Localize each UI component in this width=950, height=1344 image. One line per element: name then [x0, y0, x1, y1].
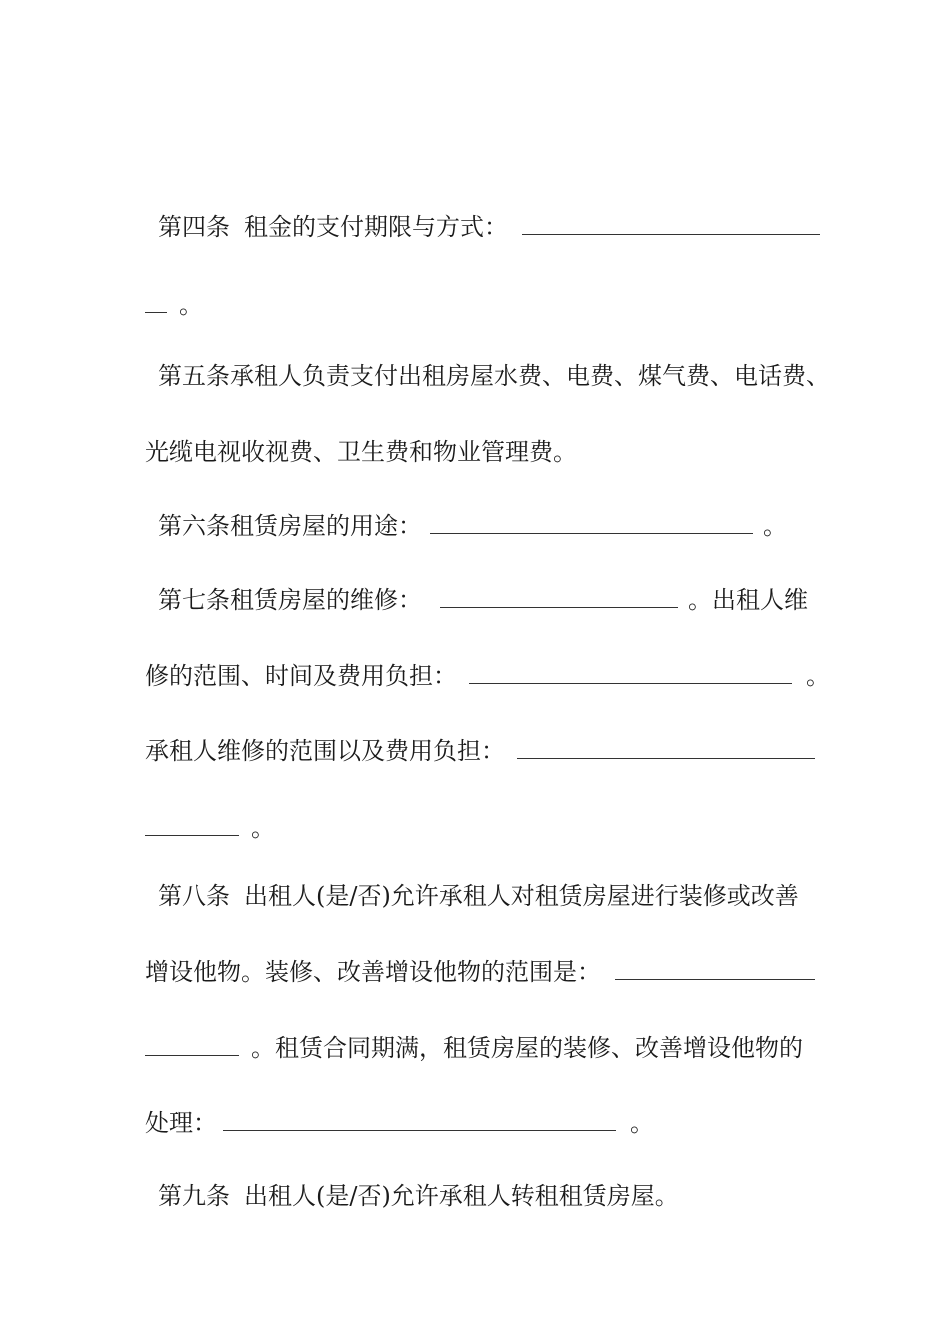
article-7-line-2: [145, 656, 830, 696]
article-8-line-1: [158, 876, 799, 916]
article-4-text: 租金的支付期限与方式：: [244, 213, 508, 241]
article-8-line-4-end: 。: [630, 1109, 654, 1137]
article-8-line-1-text: 出租人(是/否)允许承租人对租赁房屋进行装修或改善: [244, 882, 799, 910]
article-6-text: 第六条租赁房屋的用途：: [158, 512, 422, 540]
article-7-blank-1: [440, 582, 678, 608]
article-7-line-4: [145, 808, 275, 848]
article-9-line: [158, 1176, 679, 1216]
article-7-blank-3: [517, 733, 815, 759]
article-4-end: 。: [179, 291, 203, 319]
article-7-text: 第七条租赁房屋的维修：: [158, 586, 422, 614]
article-5-line-2: 光缆电视收视费、卫生费和物业管理费。: [145, 438, 577, 466]
article-4-line-2: [145, 285, 203, 325]
article-8-line-4: [145, 1103, 654, 1143]
article-8-line-2-text: 增设他物。装修、改善增设他物的范围是：: [145, 958, 601, 986]
article-8-line-2: [145, 952, 815, 992]
article-9-label: 第九条: [158, 1182, 230, 1210]
article-8-line-4-text: 处理：: [145, 1109, 217, 1137]
article-7-blank-2: [469, 658, 792, 684]
article-7-line-3: [145, 731, 815, 771]
article-9-text: 出租人(是/否)允许承租人转租租赁房屋。: [244, 1182, 679, 1210]
article-7-line-2-text: 修的范围、时间及费用负担：: [145, 662, 457, 690]
article-8-line-3: [145, 1028, 803, 1068]
article-4-blank-1: [522, 209, 820, 235]
article-5-line-1: 第五条承租人负责支付出租房屋水费、电费、煤气费、电话费、: [158, 362, 830, 390]
article-8-blank-2: [145, 1030, 239, 1056]
article-7-line-3-text: 承租人维修的范围以及费用负担：: [145, 737, 505, 765]
article-6-end: 。: [763, 512, 787, 540]
article-8-line-3-text: 。租赁合同期满，租赁房屋的装修、改善增设他物的: [251, 1034, 803, 1062]
article-4-label: 第四条: [158, 213, 230, 241]
article-7-mid: 。出租人维: [688, 586, 808, 614]
article-8-label: 第八条: [158, 882, 230, 910]
article-8-blank-1: [615, 954, 815, 980]
article-4-blank-2: [145, 287, 167, 313]
article-4-line-1: [158, 207, 820, 247]
article-7-line-4-end: 。: [251, 814, 275, 842]
article-7-blank-4: [145, 810, 239, 836]
article-7-line-2-end: 。: [806, 662, 830, 690]
article-8-blank-3: [223, 1105, 616, 1131]
article-7-line-1: [158, 580, 808, 620]
article-6-line: [158, 506, 787, 546]
article-6-blank: [430, 508, 753, 534]
